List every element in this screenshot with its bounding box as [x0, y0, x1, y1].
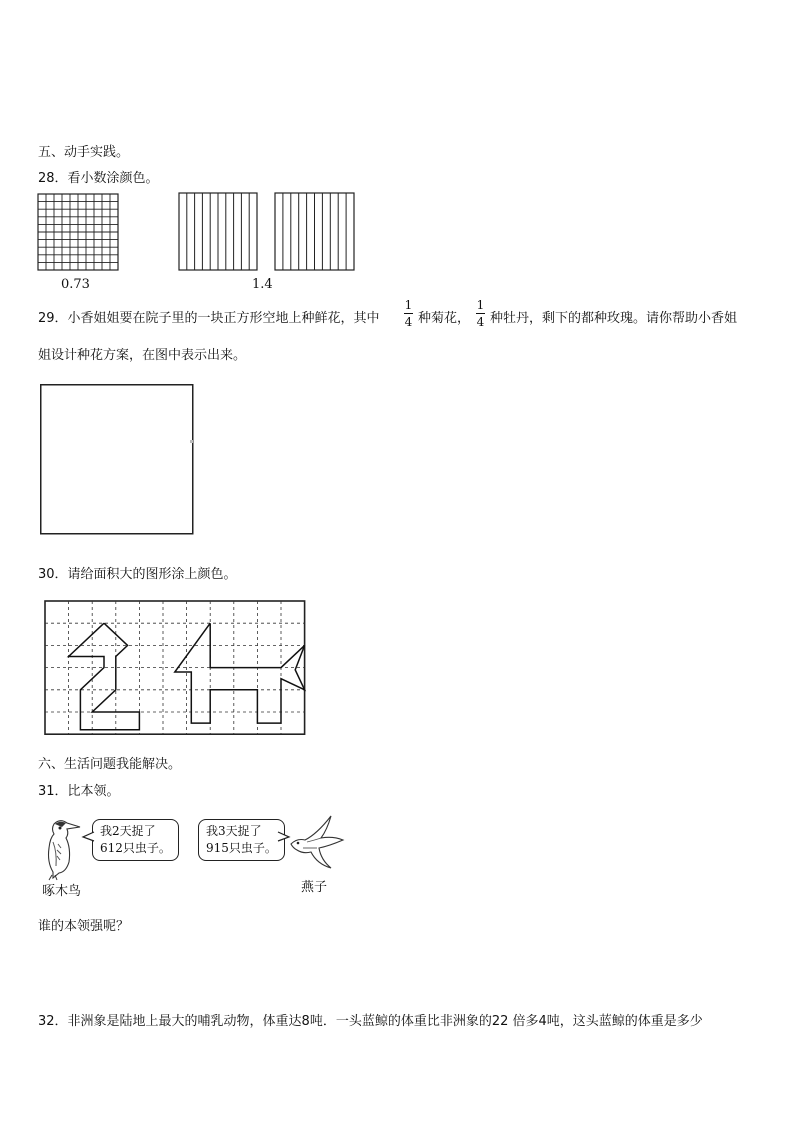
swallow-label: 燕子 — [301, 880, 328, 895]
fraction-bar — [476, 313, 485, 314]
decimal-label-1.4: 1.4 — [252, 277, 273, 292]
swallow-illustration — [287, 812, 345, 872]
question-29-text-line2: 姐设计种花方案，在图中表示出来。 — [38, 348, 247, 363]
fraction-denominator: 4 — [404, 315, 413, 329]
woodpecker-illustration — [40, 818, 85, 880]
woodpecker-label: 啄木鸟 — [42, 884, 82, 899]
bubble-line-1: 我3天捉了 — [206, 824, 262, 838]
fraction-numerator: 1 — [404, 298, 413, 312]
fraction-denominator: 4 — [476, 315, 485, 329]
section-6-title: 六、生活问题我能解决。 — [38, 757, 182, 772]
bubble-line-1: 我2天捉了 — [100, 824, 156, 838]
question-31-text: 31．比本领。 — [38, 784, 120, 799]
question-31-question: 谁的本领强呢？ — [38, 919, 130, 934]
bubble-line-2: 612只虫子。 — [100, 841, 171, 855]
fraction-numerator: 1 — [476, 298, 485, 312]
question-28-text: 28．看小数涂颜色。 — [38, 171, 159, 186]
fraction-one-quarter-2 — [476, 298, 485, 329]
question-29-text-part3: 种牡丹，剩下的都种玫瑰。请你帮助小香姐 — [490, 311, 738, 326]
question-30-text: 30．请给面积大的图形涂上颜色。 — [38, 567, 237, 582]
tenth-strip-grid-2 — [274, 192, 355, 271]
bubble-pointer-left — [83, 832, 95, 842]
fraction-one-quarter-1 — [404, 298, 413, 329]
decimal-label-0.73: 0.73 — [61, 277, 90, 292]
dotted-grid-with-shapes[interactable] — [44, 600, 312, 738]
question-29-text-part2: 种菊花， — [418, 311, 471, 326]
bubble-line-2: 915只虫子。 — [206, 841, 277, 855]
woodpecker-speech-bubble — [92, 819, 179, 861]
square-plot-drawing-area[interactable] — [40, 384, 195, 536]
question-32-text: 32．非洲象是陆地上最大的哺乳动物，体重达8吨．一头蓝鲸的体重比非洲象的22 倍多4吨，这头蓝鲸的体重是多少 — [38, 1014, 703, 1029]
swallow-speech-bubble — [198, 819, 285, 861]
question-29-text-part1: 29．小香姐姐要在院子里的一块正方形空地上种鲜花，其中 — [38, 311, 380, 326]
fraction-bar — [404, 313, 413, 314]
hundred-square-grid — [37, 193, 119, 271]
section-5-title: 五、动手实践。 — [38, 145, 130, 160]
tenth-strip-grid-1 — [178, 192, 258, 271]
